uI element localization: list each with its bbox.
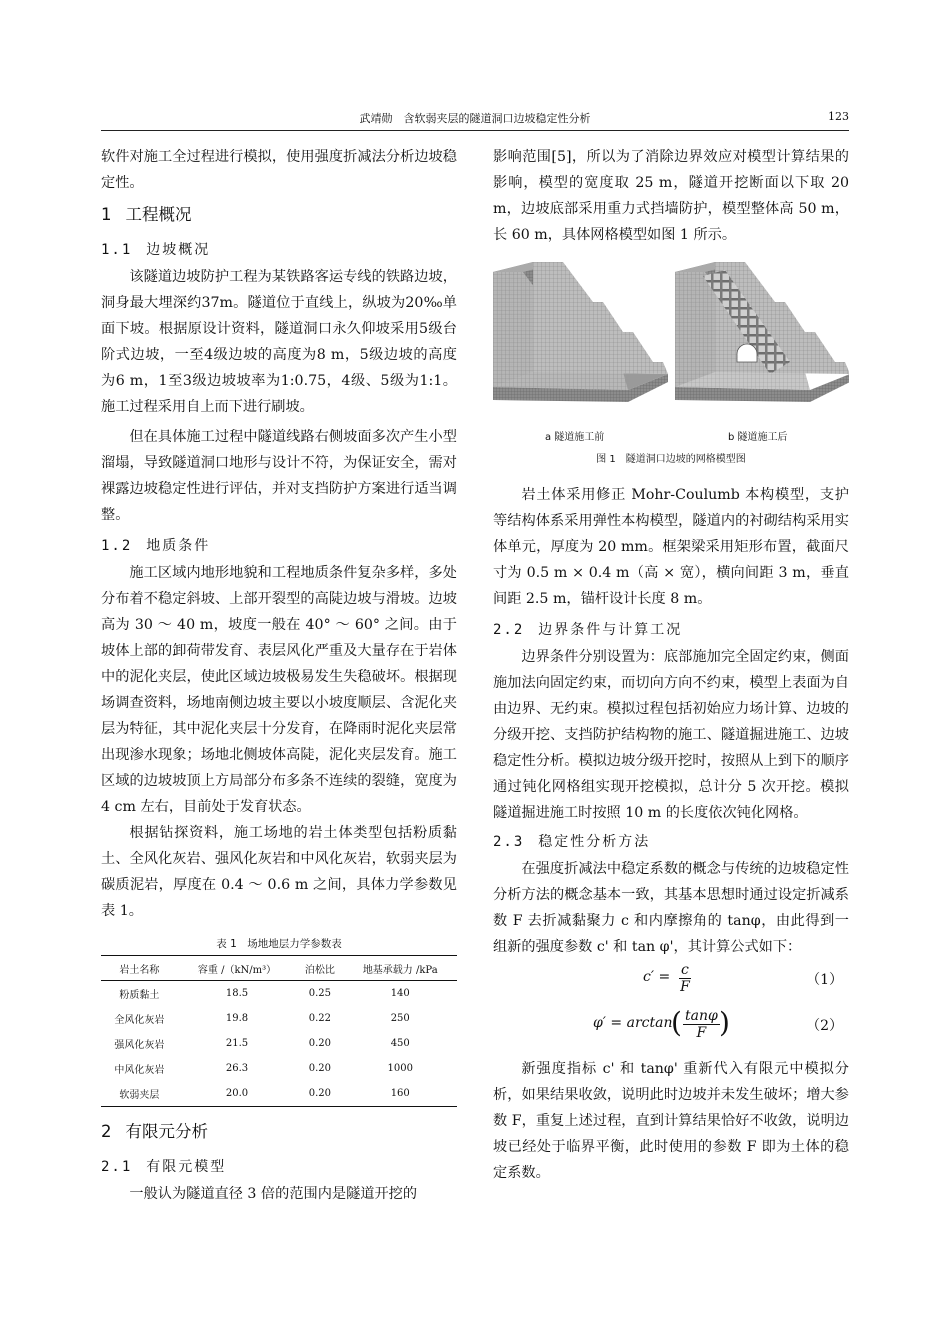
table-header-cell: 容重 /（kN/m³） xyxy=(178,956,296,981)
intro-paragraph: 软件对施工全过程进行模拟，使用强度折减法分析边坡稳定性。 xyxy=(101,149,457,191)
subsection-title: 边界条件与计算工况 xyxy=(538,622,683,638)
subsection-title: 稳定性分析方法 xyxy=(538,834,651,850)
section-2-heading xyxy=(101,1117,457,1147)
table-cell: 250 xyxy=(390,1013,410,1024)
page-number: 123 xyxy=(828,110,849,123)
equation-2 xyxy=(493,1006,849,1044)
table-cell: 0.20 xyxy=(308,1063,331,1074)
model-after-construction-image xyxy=(675,262,849,402)
running-title: 武靖勋 含软弱夹层的隧道洞口边坡稳定性分析 xyxy=(359,112,591,125)
table-cell: 18.5 xyxy=(225,988,249,999)
table-cell: 20.0 xyxy=(178,1081,296,1107)
subsection-2-2-heading xyxy=(493,616,849,644)
table-header-cell: 地基承载力 /kPa xyxy=(343,956,457,981)
equation-lhs: c′ = xyxy=(643,969,671,985)
paragraph: 施工区域内地形地貌和工程地质条件复杂多样，多处分布着不稳定斜坡、上部开裂型的高陡边坡与滑坡。边坡高为 30 ～ 40 m，坡度一般在 40° ～ 60° 之间。由于坡体上部的卸荷带发育、表层风化严重及大量存在于岩体中的泥化夹层，使此区域边坡极易发生失稳破坏。根据现场调查资料，场地南侧边坡主要以小坡度顺层、含泥化夹层为特征，其中泥化夹层十分发育，在降雨时泥化夹层常出现渗水现象；场地北侧坡体高陡，泥化夹层发育。施工区域的边坡坡顶上方局部分布多条不连续的裂缝，宽度为 4 cm 左右，目前处于发育状态。 xyxy=(101,565,457,815)
equation-1 xyxy=(493,960,849,998)
table-cell: 中风化灰岩 xyxy=(114,1065,165,1076)
parameter-table xyxy=(101,955,457,1107)
table-cell: 0.20 xyxy=(308,1038,331,1049)
subfigure-a-label: a 隧道施工前 xyxy=(545,432,605,443)
section-title: 有限元分析 xyxy=(125,1122,208,1141)
fraction-numerator: tanφ xyxy=(685,1008,718,1024)
right-paren: ) xyxy=(719,1006,730,1039)
paragraph: 新强度指标 c' 和 tanφ' 重新代入有限元中模拟分析，如果结果收敛，说明此时边坡并未发生破坏；增大参数 F，重复上述过程，直到计算结果恰好不收敛，说明边坡已经处于临界平衡，此时使用的参数 F 即为土体的稳定系数。 xyxy=(493,1061,849,1181)
table-row xyxy=(101,1056,457,1081)
running-header xyxy=(101,106,849,131)
subsection-title: 边坡概况 xyxy=(146,242,211,258)
figure-1 xyxy=(493,262,849,496)
subsection-2-1-heading xyxy=(101,1153,457,1181)
subsection-title: 地质条件 xyxy=(146,538,211,554)
subsection-number: 1.1 xyxy=(101,242,133,258)
table-cell: 粉质黏土 xyxy=(119,990,160,1001)
fraction-denominator: F xyxy=(680,979,690,995)
table-cell: 26.3 xyxy=(225,1063,249,1074)
table-header-row xyxy=(101,956,457,981)
left-column xyxy=(101,144,457,1207)
table-cell: 19.8 xyxy=(225,1013,249,1024)
table-cell: 全风化灰岩 xyxy=(114,1015,165,1026)
table-row xyxy=(101,1006,457,1031)
paragraph: 在强度折减法中稳定系数的概念与传统的边坡稳定性分析方法的概念基本一致，其基本思想时通过设定折减系数 F 去折减黏聚力 c 和内摩擦角的 tanφ，由此得到一组新的强度参数 c' 和 tan φ'，其计算公式如下： xyxy=(493,861,849,955)
section-title: 工程概况 xyxy=(125,205,192,224)
paragraph: 岩土体采用修正 Mohr-Coulumb 本构模型，支护等结构体系采用弹性本构模型，隧道内的衬砌结构采用实体单元，厚度为 20 mm。框架梁采用矩形布置，截面尺寸为 0.5 m × 0.4 m（高 × 宽），横向间距 3 m，垂直间距 2.5 m，锚杆设计长度 8 m。 xyxy=(493,487,849,607)
subsection-title: 有限元模型 xyxy=(146,1159,227,1175)
table-cell: 160 xyxy=(343,1081,457,1107)
paragraph: 一般认为隧道直径 3 倍的范围内是隧道开挖的 xyxy=(129,1186,418,1202)
paragraph: 该隧道边坡防护工程为某铁路客运专线的铁路边坡，洞身最大埋深约37m。隧道位于直线上，纵坡为20‰单面下坡。根据原设计资料，隧道洞口永久仰坡采用5级台阶式边坡，一至4级边坡的高度为8 m，5级边坡的高度为6 m，1至3级边坡坡率为1:0.75，4级、5级为1:1。施工过程采用自上而下进行刷坡。 xyxy=(101,269,457,415)
subsection-number: 2.3 xyxy=(493,834,525,850)
table-header-cell: 岩土名称 xyxy=(101,956,178,981)
subfigure-b-label: b 隧道施工后 xyxy=(728,432,788,443)
table-cell: 1000 xyxy=(387,1063,413,1074)
paragraph: 影响范围[5]，所以为了消除边界效应对模型计算结果的影响，模型的宽度取 25 m，隧道开挖断面以下取 20 m，边坡底部采用重力式挡墙防护，模型整体高 50 m，长 60 m，具体网格模型如图 1 所示。 xyxy=(493,149,849,243)
table-row xyxy=(101,1081,457,1107)
subsection-1-1-heading xyxy=(101,236,457,264)
equation-fraction xyxy=(683,1008,720,1041)
figure-caption: 图 1 隧道洞口边坡的网格模型图 xyxy=(596,454,746,465)
subsection-number: 1.2 xyxy=(101,538,133,554)
subsection-2-3-heading xyxy=(493,828,849,856)
fraction-numerator: c xyxy=(681,962,689,978)
table-cell: 140 xyxy=(390,988,410,999)
section-1-heading xyxy=(101,200,457,230)
table-row xyxy=(101,981,457,1007)
table-cell: 强风化灰岩 xyxy=(114,1040,165,1051)
paragraph: 根据钻探资料，施工场地的岩土体类型包括粉质黏土、全风化灰岩、强风化灰岩和中风化灰岩，软弱夹层为碳质泥岩，厚度在 0.4 ～ 0.6 m 之间，具体力学参数见表 1。 xyxy=(101,825,457,919)
table-cell: 软弱夹层 xyxy=(101,1081,178,1107)
right-column xyxy=(493,144,849,1186)
section-number: 1 xyxy=(101,205,112,224)
paragraph: 但在具体施工过程中隧道线路右侧坡面多次产生小型溜塌，导致隧道洞口地形与设计不符，为保证安全，需对裸露边坡稳定性进行评估，并对支挡防护方案进行适当调整。 xyxy=(101,429,457,523)
table-cell: 450 xyxy=(390,1038,410,1049)
left-paren: ( xyxy=(671,1006,682,1039)
equation-fraction xyxy=(679,962,691,995)
subsection-1-2-heading xyxy=(101,532,457,560)
table-cell: 21.5 xyxy=(225,1038,249,1049)
table-caption: 表 1 场地地层力学参数表 xyxy=(216,938,342,950)
table-cell: 0.20 xyxy=(296,1081,343,1107)
subsection-number: 2.2 xyxy=(493,622,525,638)
subsection-number: 2.1 xyxy=(101,1159,133,1175)
fraction-denominator: F xyxy=(696,1025,707,1041)
table-row xyxy=(101,1031,457,1056)
table-header-cell: 泊松比 xyxy=(296,956,343,981)
equation-number: （2） xyxy=(806,1018,843,1034)
table-cell: 0.22 xyxy=(308,1013,331,1024)
equation-lhs: φ′ = arctan xyxy=(593,1015,673,1031)
paragraph: 边界条件分别设置为：底部施加完全固定约束，侧面施加法向固定约束，而切向方向不约束，模型上表面为自由边界、无约束。模拟过程包括初始应力场计算、边坡的分级开挖、支挡防护结构物的施工、隧道掘进施工、边坡稳定性分析。模拟边坡分级开挖时，按照从上到下的顺序通过钝化网格组实现开挖模拟，总计分 5 次开挖。模拟隧道掘进施工时按照 10 m 的长度依次钝化网格。 xyxy=(493,649,849,821)
mesh-model-images xyxy=(493,262,849,428)
table-cell: 0.25 xyxy=(308,988,331,999)
model-before-construction-image xyxy=(493,262,668,402)
equation-number: （1） xyxy=(806,972,843,988)
section-number: 2 xyxy=(101,1122,112,1141)
